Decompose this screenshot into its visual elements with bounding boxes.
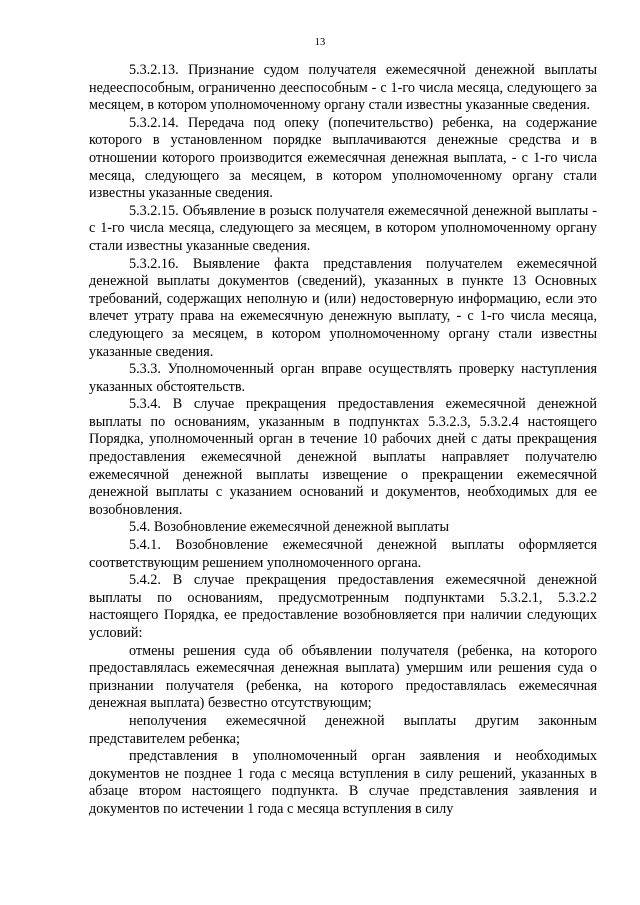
document-body (89, 62, 597, 819)
condition-application-deadline: представления в уполномоченный орган заявления и необходимых документов не позднее 1 года с месяца вступления в силу решений, указанных в абзаце втором настоящего подпункта. В случае представления заявления и документов по истечении 1 года с месяца вступления в силу (89, 748, 597, 817)
paragraph-5-3-3: 5.3.3. Уполномоченный орган вправе осуществлять проверку наступления указанных обстоятельств. (89, 361, 597, 395)
paragraph-5-4-2: 5.4.2. В случае прекращения предоставления ежемесячной денежной выплаты по основаниям, предусмотренным подпунктами 5.3.2.1, 5.3.2.2 настоящего Порядка, ее предоставление возобновляется при наличии следующих условий: (89, 572, 597, 641)
paragraph-5-3-2-14: 5.3.2.14. Передача под опеку (попечительство) ребенка, на содержание которого в установленном порядке выплачиваются денежные средства и в отношении которого производится ежемесячная денежная выплата, - с 1-го числа месяца, следующего за месяцем, в котором уполномоченному органу стали известны указанные сведения. (89, 114, 597, 202)
page-number: 13 (314, 37, 326, 48)
paragraph-5-3-2-16: 5.3.2.16. Выявление факта представления получателем ежемесячной денежной выплаты документов (сведений), указанных в пункте 13 Основных требований, содержащих неполную и (или) недостоверную информацию, если это влечет утрату права на ежемесячную денежную выплату, - с 1-го числа месяца, следующего за месяцем, в котором уполномоченному органу стали известны указанные сведения. (89, 255, 597, 360)
paragraph-5-3-2-13: 5.3.2.13. Признание судом получателя ежемесячной денежной выплаты недееспособным, ограниченно дееспособным - с 1-го числа месяца, следующего за месяцем, в котором уполномоченному органу стали известны указанные сведения. (89, 62, 597, 114)
paragraph-5-4-1: 5.4.1. Возобновление ежемесячной денежной выплаты оформляется соответствующим решением уполномоченного органа. (89, 537, 597, 571)
section-heading-5-4: 5.4. Возобновление ежемесячной денежной выплаты (129, 519, 450, 536)
condition-court-decision: отмены решения суда об объявлении получателя (ребенка, на которого предоставлялась ежемесячная денежная выплата) умершим или решения суда о признании получателя (ребенка, на которого предоставлялась ежемесячная денежная выплата) безвестно отсутствующим; (89, 642, 597, 712)
condition-no-other-representative: неполучения ежемесячной денежной выплаты другим законным представителем ребенка; (89, 712, 597, 747)
paragraph-5-3-4: 5.3.4. В случае прекращения предоставления ежемесячной денежной выплаты по основаниям, указанным в подпунктах 5.3.2.3, 5.3.2.4 настоящего Порядка, уполномоченный орган в течение 10 рабочих дней с даты прекращения предоставления ежемесячной денежной выплаты направляет получателю ежемесячной денежной выплаты извещение о прекращении ежемесячной денежной выплаты с указанием оснований и документов, необходимых для ее возобновления. (89, 396, 597, 518)
paragraph-5-3-2-15: 5.3.2.15. Объявление в розыск получателя ежемесячной денежной выплаты - с 1-го числа месяца, следующего за месяцем, в котором уполномоченному органу стали известны указанные сведения. (89, 202, 597, 254)
